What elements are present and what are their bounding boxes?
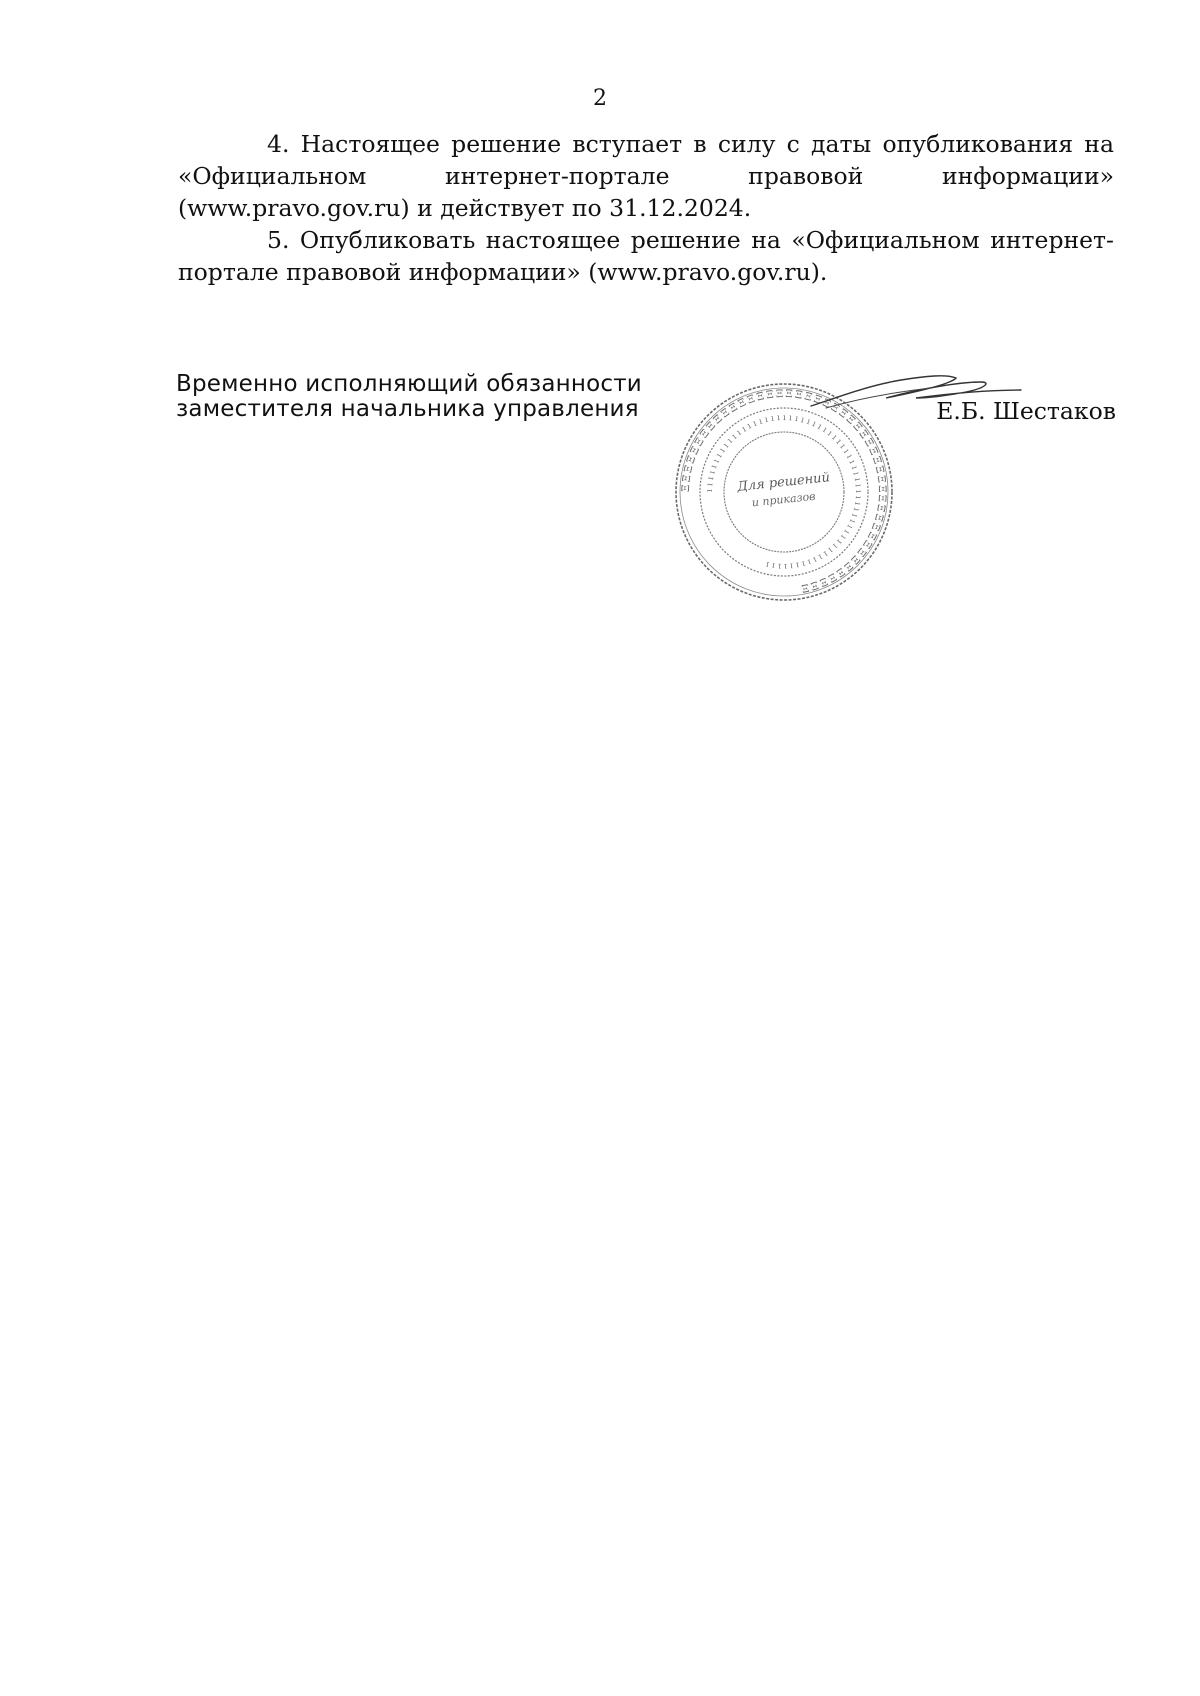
signatory-position <box>176 372 642 422</box>
signature-block <box>176 372 1116 612</box>
page-number: 2 <box>593 86 607 111</box>
signatory-name: Е.Б. Шестаков <box>936 397 1116 425</box>
document-body <box>178 128 1114 288</box>
seal-center-text-2: и приказов <box>751 489 817 510</box>
paragraph-item-5: 5. Опубликовать настоящее решение на «Официальном интернет-портале правовой информации» (www.pravo.gov.ru). <box>178 226 1114 286</box>
svg-text:ΞΞΞΞΞΞΞΞΞΞΞΞΞΞΞΞΞΞΞΞΞΞΞΞΞΞΞΞΞΞ: ΞΞΞΞΞΞΞΞΞΞΞΞΞΞΞΞΞΞΞΞΞΞΞΞΞΞΞΞΞΞΞΞΞΞΞΞΞΞΞΞΞΞΞΞΞΞ <box>679 387 889 595</box>
seal-center-text-1: Для решений <box>736 470 831 495</box>
signatory-position-line1: Временно исполняющий обязанности <box>176 371 642 397</box>
svg-text:ıııııııııııııııııııııııııııııı: ııııııııııııııııııııııııııııııııııııııııııııııııııııııııııııı <box>704 412 864 572</box>
signatory-position-line2: заместителя начальника управления <box>176 396 639 422</box>
paragraph-item-4: 4. Настоящее решение вступает в силу с даты опубликования на «Официальном интернет-портале правовой информации» (www.pravo.gov.ru) и действует по 31.12.2024. <box>178 130 1114 222</box>
